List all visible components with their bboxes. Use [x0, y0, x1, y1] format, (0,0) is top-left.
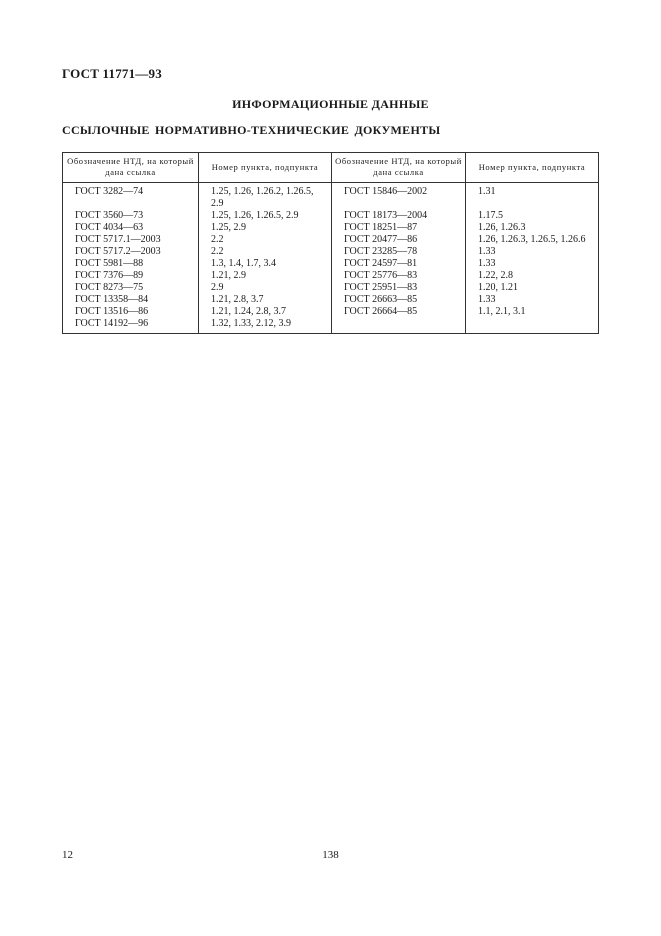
document-ref: ГОСТ 3560—73 — [75, 210, 144, 221]
cell-document — [332, 246, 466, 258]
cell-clauses — [466, 270, 599, 282]
cell-clauses — [466, 282, 599, 294]
table-row — [63, 294, 599, 306]
clause-ref: 2.2 — [211, 234, 224, 245]
table-header-row — [63, 153, 599, 183]
clause-ref: 2.2 — [211, 246, 224, 257]
cell-document — [332, 294, 466, 306]
cell-clauses — [466, 258, 599, 270]
clause-ref: 1.33 — [478, 294, 496, 305]
document-code: ГОСТ 11771—93 — [62, 66, 162, 81]
clause-ref: 1.21, 2.8, 3.7 — [211, 294, 264, 305]
cell-clauses — [199, 234, 332, 246]
document-ref: ГОСТ 20477—86 — [344, 234, 418, 245]
table-row — [63, 234, 599, 246]
cell-document — [332, 210, 466, 222]
cell-document — [63, 282, 199, 294]
clause-ref: 1.26, 1.26.3 — [478, 222, 526, 233]
cell-document — [332, 183, 466, 211]
document-ref: ГОСТ 24597—81 — [344, 258, 418, 269]
document-ref: ГОСТ 5717.2—2003 — [75, 246, 161, 257]
document-ref: ГОСТ 15846—2002 — [344, 186, 428, 197]
cell-clauses — [466, 294, 599, 306]
cell-clauses — [199, 210, 332, 222]
cell-document — [63, 306, 199, 318]
clause-ref: 1.21, 1.24, 2.8, 3.7 — [211, 306, 286, 317]
cell-document — [63, 318, 199, 334]
document-ref: ГОСТ 13358—84 — [75, 294, 149, 305]
document-ref: ГОСТ 8273—75 — [75, 282, 144, 293]
cell-clauses — [199, 258, 332, 270]
document-ref: ГОСТ 3282—74 — [75, 186, 144, 197]
cell-document — [63, 210, 199, 222]
cell-document — [63, 222, 199, 234]
header-document-left: Обозначение НТД, на который дана ссылка — [63, 153, 199, 183]
document-ref: ГОСТ 18251—87 — [344, 222, 418, 233]
clause-ref: 1.26, 1.26.3, 1.26.5, 1.26.6 — [478, 234, 586, 245]
cell-document — [332, 282, 466, 294]
table-row — [63, 270, 599, 282]
cell-clauses — [466, 246, 599, 258]
clause-ref: 1.33 — [478, 246, 496, 257]
document-ref: ГОСТ 7376—89 — [75, 270, 144, 281]
clause-ref: 1.31 — [478, 186, 496, 197]
clause-ref: 1.25, 1.26, 1.26.5, 2.9 — [211, 210, 299, 221]
document-ref: ГОСТ 18173—2004 — [344, 210, 428, 221]
table-row — [63, 258, 599, 270]
header-document-right: Обозначение НТД, на который дана ссылка — [332, 153, 466, 183]
cell-clauses — [466, 234, 599, 246]
cell-clauses — [199, 246, 332, 258]
cell-clauses — [199, 306, 332, 318]
document-ref: ГОСТ 26664—85 — [344, 306, 418, 317]
cell-document — [63, 258, 199, 270]
document-ref: ГОСТ 4034—63 — [75, 222, 144, 233]
table-row — [63, 246, 599, 258]
document-ref: ГОСТ 25776—83 — [344, 270, 418, 281]
document-ref: ГОСТ 25951—83 — [344, 282, 418, 293]
clause-ref: 1.22, 2.8 — [478, 270, 513, 281]
cell-document — [332, 306, 466, 318]
cell-clauses — [466, 210, 599, 222]
cell-clauses — [466, 306, 599, 318]
references-table — [62, 152, 599, 334]
cell-clauses — [199, 318, 332, 334]
document-ref: ГОСТ 5981—88 — [75, 258, 144, 269]
clause-ref: 1.25, 2.9 — [211, 222, 246, 233]
cell-document — [332, 222, 466, 234]
cell-clauses — [466, 222, 599, 234]
clause-ref: 2.9 — [211, 282, 224, 293]
clause-ref: 1.33 — [478, 258, 496, 269]
cell-clauses — [199, 222, 332, 234]
page-number-center: 138 — [322, 849, 339, 861]
cell-document — [332, 270, 466, 282]
header-clause-right: Номер пункта, подпункта — [466, 153, 599, 183]
cell-clauses — [466, 318, 599, 334]
cell-document — [63, 183, 199, 211]
cell-document — [63, 246, 199, 258]
table-row — [63, 306, 599, 318]
clause-ref: 1.25, 1.26, 1.26.2, 1.26.5, 2.9 — [211, 186, 314, 209]
table-row — [63, 222, 599, 234]
document-ref: ГОСТ 26663—85 — [344, 294, 418, 305]
clause-ref: 1.17.5 — [478, 210, 503, 221]
cell-document — [63, 234, 199, 246]
page-number-left: 12 — [62, 849, 73, 861]
cell-clauses — [199, 270, 332, 282]
cell-document — [63, 294, 199, 306]
cell-document — [332, 258, 466, 270]
clause-ref: 1.20, 1.21 — [478, 282, 518, 293]
cell-clauses — [199, 294, 332, 306]
document-ref: ГОСТ 23285—78 — [344, 246, 418, 257]
clause-ref: 1.3, 1.4, 1.7, 3.4 — [211, 258, 276, 269]
table-row — [63, 183, 599, 211]
header-clause-left: Номер пункта, подпункта — [199, 153, 332, 183]
clause-ref: 1.32, 1.33, 2.12, 3.9 — [211, 318, 291, 329]
cell-clauses — [199, 282, 332, 294]
cell-document — [63, 270, 199, 282]
subsection-title: ССЫЛОЧНЫЕ НОРМАТИВНО-ТЕХНИЧЕСКИЕ ДОКУМЕНТЫ — [62, 123, 441, 137]
document-ref: ГОСТ 13516—86 — [75, 306, 149, 317]
cell-clauses — [199, 183, 332, 211]
table-row — [63, 210, 599, 222]
document-ref: ГОСТ 14192—96 — [75, 318, 149, 329]
table-row — [63, 318, 599, 334]
document-ref: ГОСТ 5717.1—2003 — [75, 234, 161, 245]
clause-ref: 1.1, 2.1, 3.1 — [478, 306, 526, 317]
cell-document — [332, 318, 466, 334]
clause-ref: 1.21, 2.9 — [211, 270, 246, 281]
cell-clauses — [466, 183, 599, 211]
section-title: ИНФОРМАЦИОННЫЕ ДАННЫЕ — [232, 97, 429, 111]
table-row — [63, 282, 599, 294]
cell-document — [332, 234, 466, 246]
